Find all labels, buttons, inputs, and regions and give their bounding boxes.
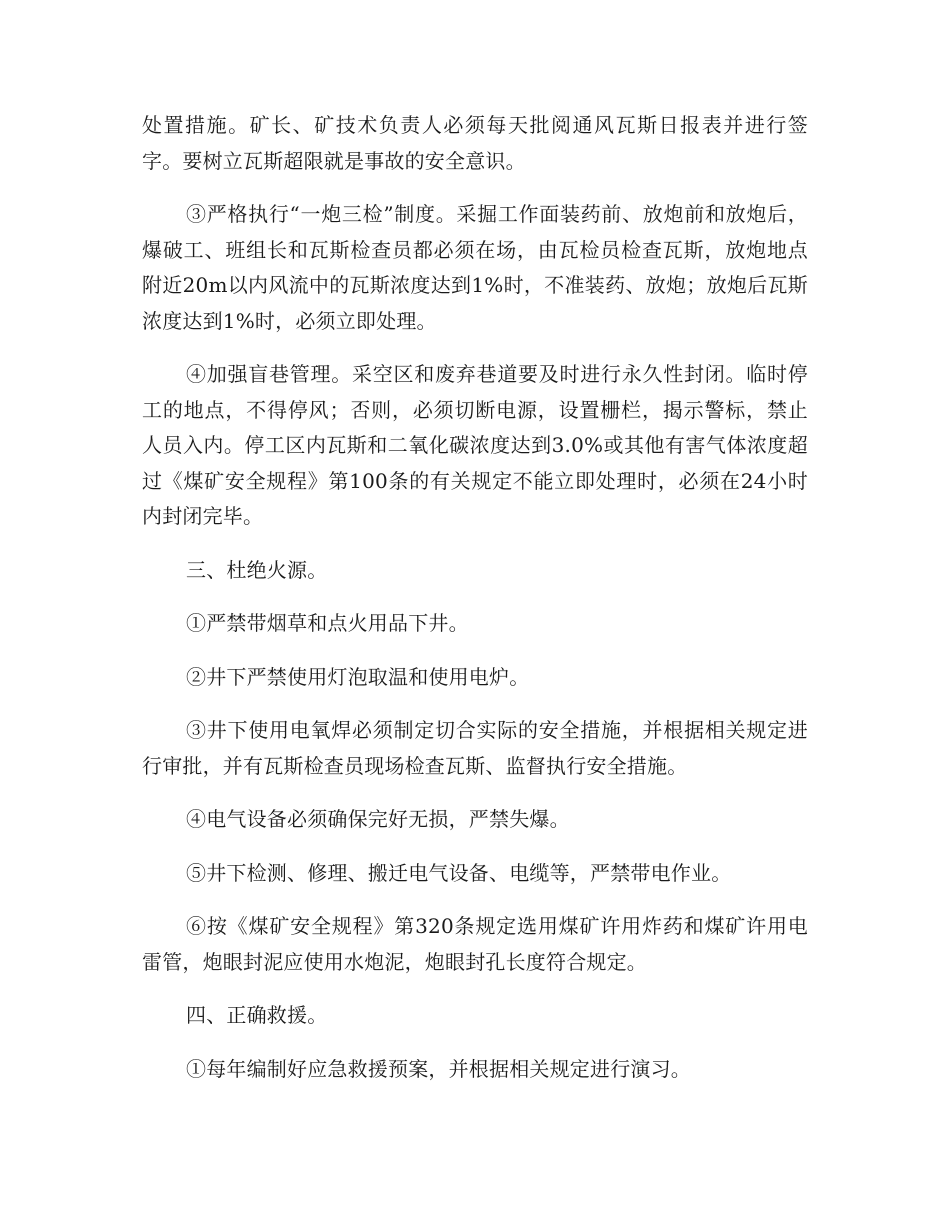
paragraph-item-welding-measures: ③井下使用电氧焊必须制定切合实际的安全措施，并根据相关规定进行审批，并有瓦斯检查员现场检查瓦斯、监督执行安全措施。 [142, 718, 808, 778]
paragraph-item-no-heaters: ②井下严禁使用灯泡取温和使用电炉。 [186, 664, 530, 689]
section-heading-eliminate-ignition: 三、杜绝火源。 [186, 557, 328, 582]
paragraph-item-no-live-work: ⑤井下检测、修理、搬迁电气设备、电缆等，严禁带电作业。 [186, 860, 732, 885]
paragraph-item-no-smoking: ①严禁带烟草和点火用品下井。 [186, 611, 469, 635]
document-body [142, 108, 808, 1105]
paragraph-continuation: 处置措施。矿长、矿技术负责人必须每天批阅通风瓦斯日报表并进行签字。要树立瓦斯超限就是事故的安全意识。 [142, 113, 808, 173]
paragraph-item-emergency-plan: ①每年编制好应急救援预案，并根据相关规定进行演习。 [186, 1056, 691, 1081]
paragraph-item-one-blast-three-checks: ③严格执行“一炮三检”制度。采掘工作面装药前、放炮前和放炮后，爆破工、班组长和瓦斯检查员都必须在场，由瓦检员检查瓦斯，放炮地点附近20m以内风流中的瓦斯浓度达到1%时，不准装药、放炮；放炮后瓦斯浓度达到1%时，必须立即处理。 [142, 202, 808, 333]
paragraph-item-electrical-equipment: ④电气设备必须确保完好无损，严禁失爆。 [186, 807, 570, 831]
section-heading-rescue: 四、正确救援。 [186, 1003, 328, 1027]
paragraph-item-explosives: ⑥按《煤矿安全规程》第320条规定选用煤矿许用炸药和煤矿许用电雷管，炮眼封泥应使用水炮泥，炮眼封孔长度符合规定。 [142, 914, 808, 974]
paragraph-item-dead-end-management: ④加强盲巷管理。采空区和废弃巷道要及时进行永久性封闭。临时停工的地点，不得停风；否则，必须切断电源，设置栅栏，揭示警标，禁止人员入内。停工区内瓦斯和二氧化碳浓度达到3.0%或其他有害气体浓度超过《煤矿安全规程》第100条的有关规定不能立即处理时，必须在24小时内封闭完毕。 [142, 362, 808, 528]
